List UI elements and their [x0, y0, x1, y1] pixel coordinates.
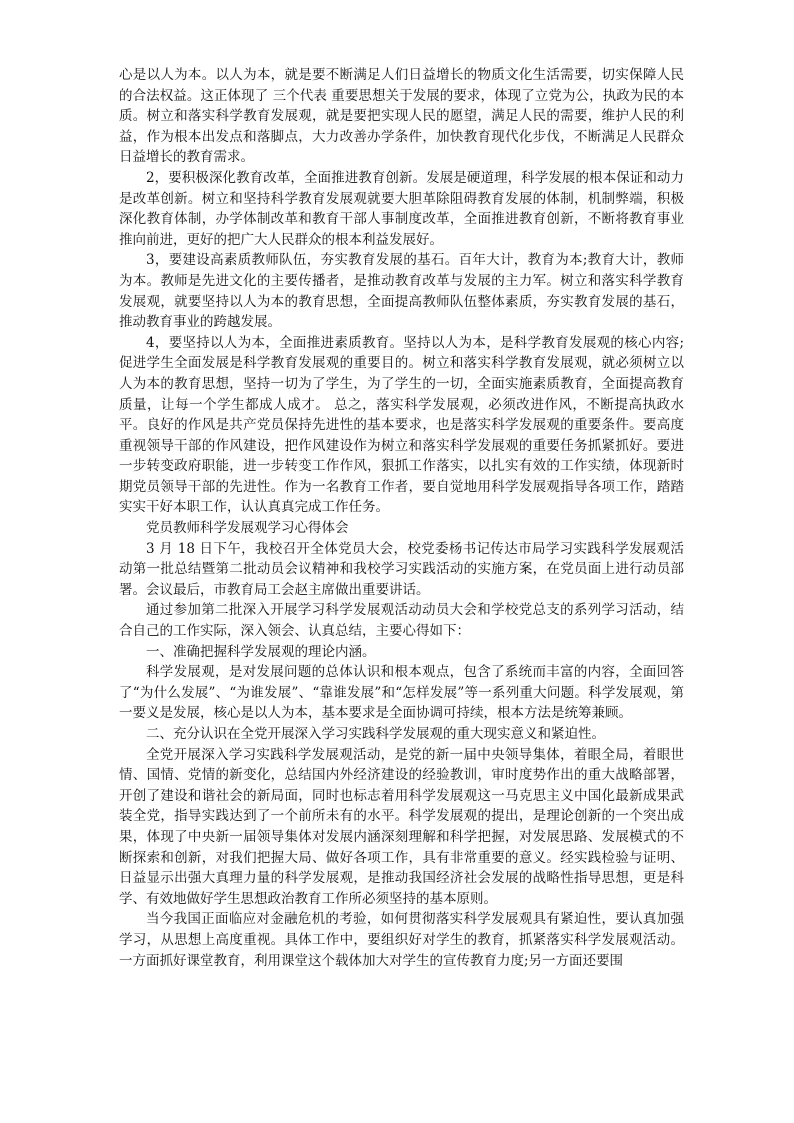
section-title: 党员教师科学发展观学习心得体会: [146, 520, 349, 537]
paragraph-3: 3，要建设高素质教师队伍，夯实教育发展的基石。百年大计，教育为本;教育大计，教师为本。教师是先进文化的主要传播者，是推动教育改革与发展的主力军。树立和落实科学教育发展观，就要坚持以人为本的教育思想，全面提高教师队伍整体素质，夯实教育发展的基石，推动教育事业的跨越发展。: [119, 252, 684, 331]
paragraph-1: 心是以人为本。以人为本，就是要不断满足人们日益增长的物质文化生活需要，切实保障人民的合法权益。这正体现了 三个代表 重要思想关于发展的要求，体现了立党为公，执政为民的本质。树立和落实科学教育发展观，就是要把实现人民的愿望，满足人民的需要，维护人民的利益，作为根本出发点和落脚点，大力改善办学条件，加快教育现代化步伐，不断满足人民群众日益增长的教育需求。: [119, 67, 684, 166]
paragraph-2: 2，要积极深化教育改革，全面推进教育创新。发展是硬道理，科学发展的根本保证和动力是改革创新。树立和坚持科学教育发展观就要大胆革除阻碍教育发展的体制，机制弊端，积极深化教育体制，办学体制改革和教育干部人事制度改革，全面推进教育创新，不断将教育事业推向前进，更好的把广大人民群众的根本利益发展好。: [119, 169, 684, 248]
paragraph-4: 4，要坚持以人为本，全面推进素质教育。坚持以人为本，是科学教育发展观的核心内容;促进学生全面发展是科学教育发展观的重要目的。树立和落实科学教育发展观，就必须树立以人为本的教育思想，坚持一切为了学生，为了学生的一切，全面实施素质教育，全面提高教育质量，让每一个学生都成人成才。 总之，落实科学发展观，必须改进作风，不断提高执政水平。良好的作风是共产党员保持先进性的基本要求，也是落实科学发展观的重要条件。要高度重视领导干部的作风建设，把作风建设作为树立和落实科学发展观的重要任务抓紧抓好。要进一步转变政府职能，进一步转变工作作风，狠抓工作落实，以扎实有效的工作实绩，体现新时期党员领导干部的先进性。作为一名教育工作者，要自觉地用科学发展观指导各项工作，踏踏实实干好本职工作，认认真真完成工作任务。: [119, 334, 684, 516]
paragraph-11: 全党开展深入学习实践科学发展观活动，是党的新一届中央领导集体，着眼全局，着眼世情、国情、党情的新变化，总结国内外经济建设的经验教训，审时度势作出的重大战略部署，开创了建设和谐社会的新局面，同时也标志着用科学发展观这一马克思主义中国化最新成果武装全党，指导实践达到了一个前所未有的水平。科学发展观的提出，是理论创新的一个突出成果，体现了中央新一届领导集体对发展内涵深刻理解和科学把握，对发展思路、发展模式的不断探索和创新，对我们把握大局、做好各项工作，具有非常重要的意义。经实践检验与证明、日益显示出强大真理力量的科学发展观，是推动我国经济社会发展的战略性指导思想，更是科学、有效地做好学生思想政治教育工作所必须坚持的基本原则。: [119, 746, 684, 907]
paragraph-9: 科学发展观，是对发展问题的总体认识和根本观点，包含了系统而丰富的内容，全面回答了“为什么发展”、“为谁发展”、“靠谁发展”和“怎样发展”等一系列重大问题。科学发展观，第一要义是发展，核心是以人为本，基本要求是全面协调可持续，根本方法是统筹兼顾。: [119, 664, 684, 722]
heading-2: 二、充分认识在全党开展深入学习实践科学发展观的重大现实意义和紧迫性。: [146, 726, 605, 742]
paragraph-12: 当今我国正面临应对金融危机的考验，如何贯彻落实科学发展观具有紧迫性，要认真加强学习，从思想上高度重视。具体工作中，要组织好对学生的教育，抓紧落实科学发展观活动。一方面抓好课堂教育，利用课堂这个载体加大对学生的宣传教育力度;另一方面还要围: [119, 911, 684, 969]
heading-1: 一、准确把握科学发展观的理论内涵。: [146, 643, 376, 660]
paragraph-7: 通过参加第二批深入开展学习科学发展观活动动员大会和学校党总支的系列学习活动，结合自己的工作实际，深入领会、认真总结，主要心得如下：: [119, 602, 684, 640]
document-body: [119, 65, 684, 971]
paragraph-6: 3 月 18 日下午，我校召开全体党员大会，校党委杨书记传达市局学习实践科学发展观活动第一批总结暨第二批动员会议精神和我校学习实践活动的实施方案，在党员面上进行动员部署。会议最后，市教育局工会赵主席做出重要讲话。: [119, 540, 684, 598]
